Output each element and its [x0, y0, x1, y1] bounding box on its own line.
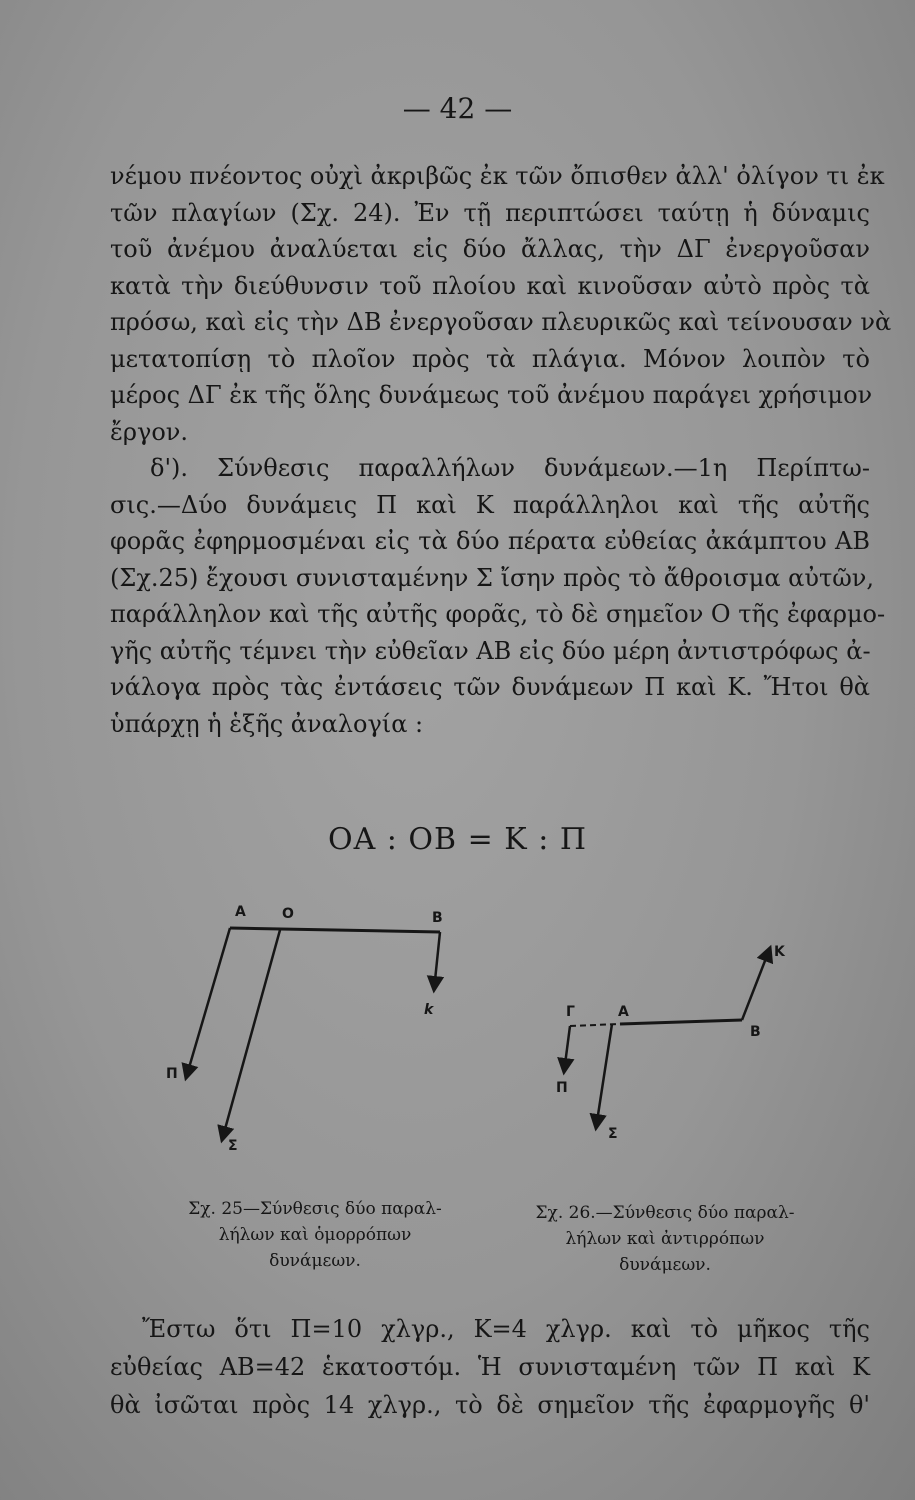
fig25-label-a: A — [235, 904, 246, 920]
figure-26-caption — [480, 1200, 850, 1278]
fig26-label-b: B — [750, 1024, 761, 1040]
text-line: τῶν πλαγίων (Σχ. 24). Ἐν τῇ περιπτώσει ταύτῃ ἡ δύναμις — [110, 198, 870, 227]
fig25-label-k: k — [424, 1002, 434, 1018]
figure-25-caption — [130, 1196, 500, 1274]
force-k-arrow — [742, 948, 770, 1020]
force-p-arrow — [564, 1026, 570, 1072]
caption-line: λήλων καὶ ἀντιρρόπων — [565, 1229, 765, 1249]
text-line: νάλογα πρὸς τὰς ἐντάσεις τῶν δυνάμεων Π καὶ Κ. Ἤτοι θὰ — [110, 673, 870, 701]
fig26-label-k: K — [774, 944, 785, 960]
caption-line: λήλων καὶ ὁμορρόπων — [218, 1225, 412, 1245]
text-line: εὐθείας ΑΒ=42 ἑκατοστόμ. Ἡ συνισταμένη τῶν Π καὶ Κ — [110, 1353, 870, 1381]
text-line: σις.—Δύο δυνάμεις Π καὶ Κ παράλληλοι καὶ τῆς αὐτῆς — [110, 490, 870, 519]
caption-line: δυνάμεων. — [269, 1251, 361, 1271]
text-line: ὑπάρχῃ ἡ ἑξῆς ἀναλογία : — [110, 709, 424, 738]
fig26-label-a: A — [618, 1004, 629, 1020]
fig25-label-s: Σ — [228, 1138, 238, 1154]
resultant-s-arrow — [596, 1024, 612, 1128]
page-number: — 42 — — [402, 92, 513, 125]
rod-ab — [620, 1020, 742, 1024]
text-line: θὰ ἰσῶται πρὸς 14 χλγρ., τὸ δὲ σημεῖον τῆς ἐφαρμογῆς θ' — [110, 1391, 870, 1419]
text-line: πρόσω, καὶ εἰς τὴν ΔΒ ἐνεργοῦσαν πλευρικῶς καὶ τείνουσαν νὰ — [110, 308, 892, 336]
text-line: μέρος ΔΓ ἐκ τῆς ὅλης δυνάμεως τοῦ ἀνέμου παράγει χρήσιμον — [110, 381, 873, 409]
fig26-label-p: Π — [556, 1080, 568, 1096]
text-line: μετατοπίσῃ τὸ πλοῖον πρὸς τὰ πλάγια. Μόνον λοιπὸν τὸ — [110, 344, 870, 373]
text-line: φορᾶς ἐφηρμοσμέναι εἰς τὰ δύο πέρατα εὐθείας ἀκάμπτου ΑΒ — [110, 527, 870, 555]
text-line: παράλληλον καὶ τῆς αὐτῆς φορᾶς, τὸ δὲ σημεῖον Ο τῆς ἐφαρμο- — [110, 600, 886, 628]
fig25-label-o: O — [282, 906, 294, 922]
text-line: νέμου πνέοντος οὐχὶ ἀκριβῶς ἐκ τῶν ὄπισθεν ἀλλ' ὀλίγον τι ἐκ — [110, 162, 885, 190]
text-line: (Σχ.25) ἔχουσι συνισταμένην Σ ἴσην πρὸς τὸ ἄθροισμα αὐτῶν, — [110, 563, 875, 592]
caption-line: δυνάμεων. — [619, 1255, 711, 1275]
proportion-equation: ΟΑ : ΟΒ = Κ : Π — [327, 822, 588, 857]
fig26-label-g: Γ — [566, 1004, 575, 1020]
text-line: γῆς αὐτῆς τέμνει τὴν εὐθεῖαν ΑΒ εἰς δύο μέρη ἀντιστρόφως ἀ- — [110, 636, 871, 665]
fig26-label-s: Σ — [608, 1126, 618, 1142]
text-line: κατὰ τὴν διεύθυνσιν τοῦ πλοίου καὶ κινοῦσαν αὐτὸ πρὸς τὰ — [110, 271, 870, 300]
fig25-label-b: B — [432, 910, 443, 926]
text-line: ἔργον. — [110, 417, 188, 446]
caption-line: Σχ. 25—Σύνθεσις δύο παραλ- — [188, 1199, 442, 1219]
caption-line: Σχ. 26.—Σύνθεσις δύο παραλ- — [535, 1203, 795, 1223]
text-line: Ἔστω ὅτι Π=10 χλγρ., Κ=4 χλγρ. καὶ τὸ μῆκος τῆς — [142, 1315, 870, 1343]
section-heading-line: δ'). Σύνθεσις παραλλήλων δυνάμεων.—1η Περίπτω- — [150, 454, 870, 482]
bottom-paragraph — [110, 1310, 870, 1424]
text-line: τοῦ ἀνέμου ἀναλύεται εἰς δύο ἄλλας, τὴν ΔΓ ἐνεργοῦσαν — [110, 235, 870, 263]
fig25-label-p: Π — [166, 1066, 178, 1082]
